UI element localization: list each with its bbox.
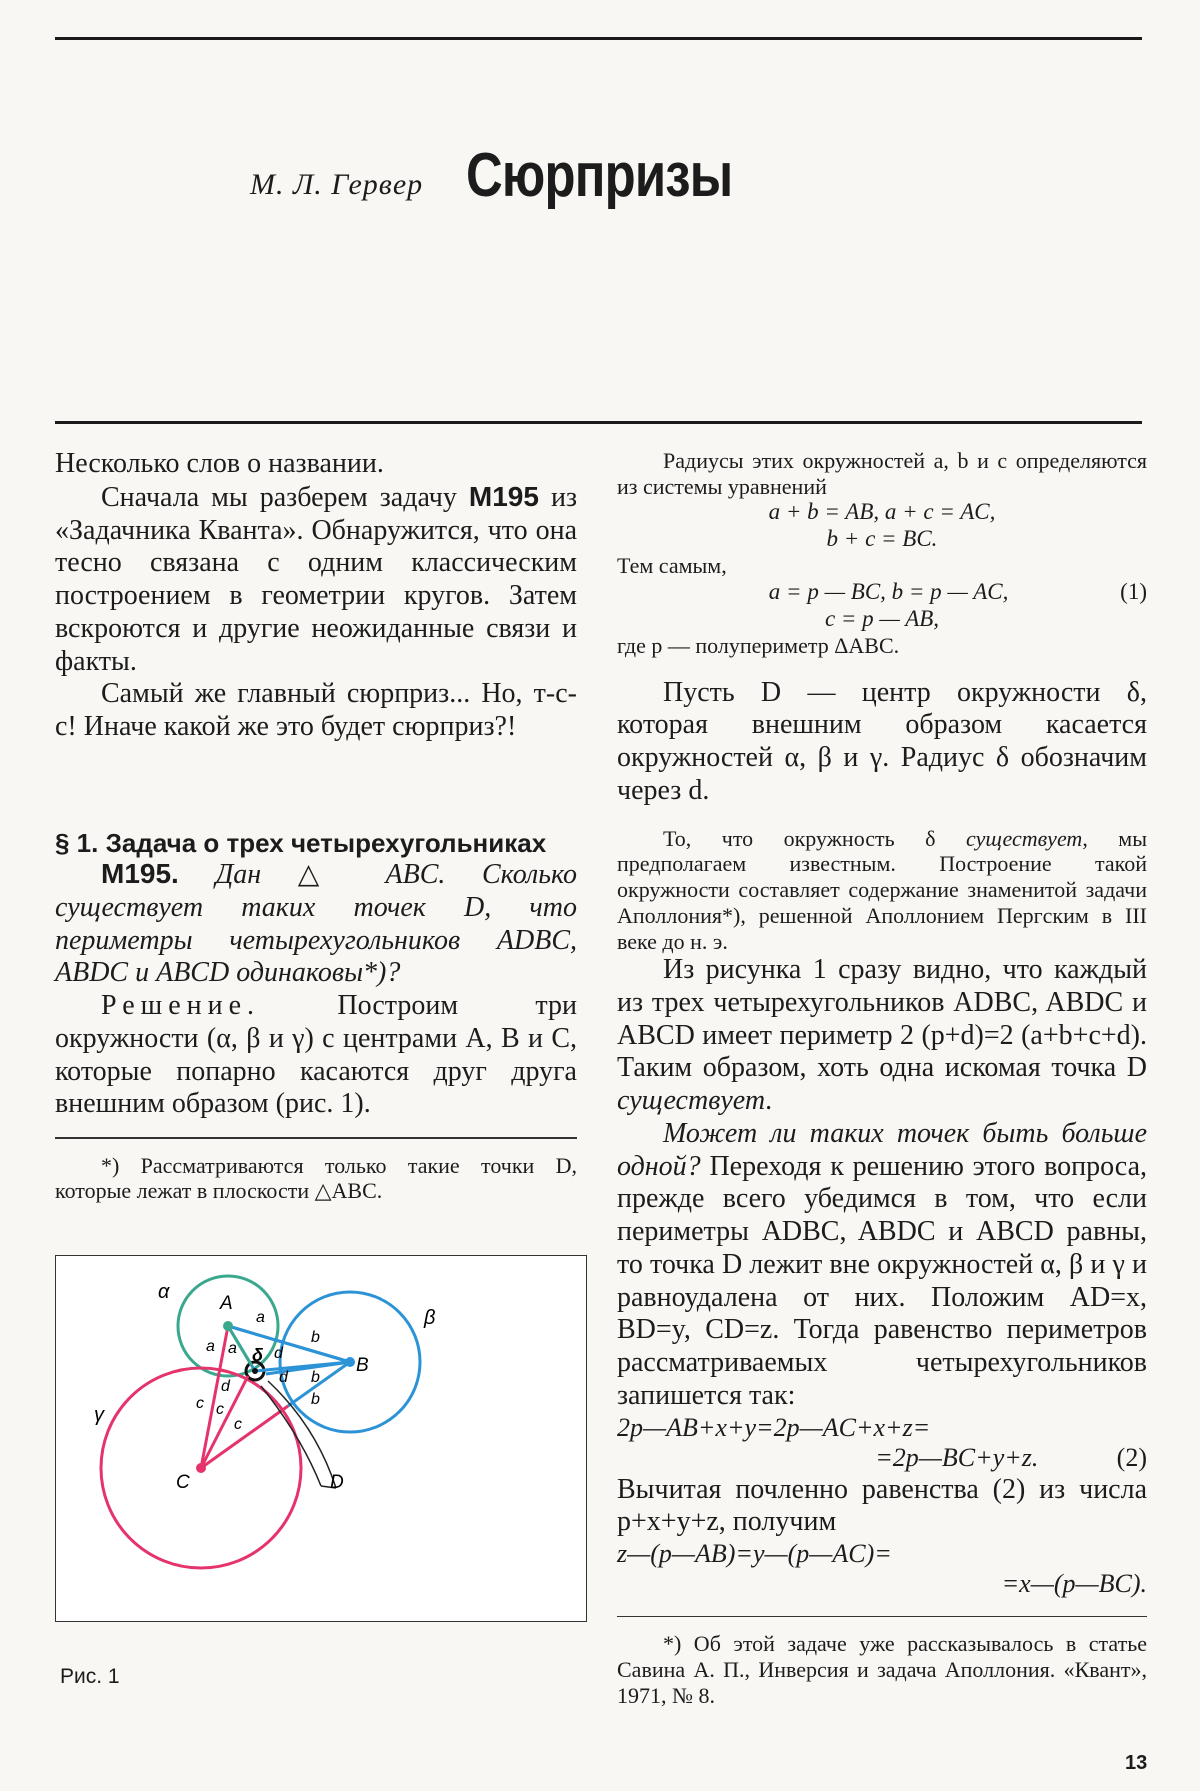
where-text: где p — полупериметр ΔABC.	[617, 632, 900, 658]
right-column	[617, 448, 1147, 1709]
author-name: М. Л. Гервер	[250, 168, 424, 201]
apollonius-note	[617, 826, 1147, 955]
equation-6-row	[617, 1443, 1147, 1473]
side-cb	[201, 1406, 288, 1468]
label-A: A	[220, 1293, 233, 1314]
seg-label-c2: c	[216, 1401, 224, 1418]
seg-label-b2: b	[311, 1369, 320, 1386]
equation-1: a + b = AB, a + c = AC,	[768, 499, 996, 525]
equation-2: b + c = BC.	[826, 526, 938, 552]
seg-label-d2: d	[279, 1369, 288, 1386]
para-text: Из рисунка 1 сразу видно, что каждый из трех четырехугольников ADBC, ABDC и ABCD имеет периметр 2 (p+d)=2 (a+b+c+d). Таким образом, хоть одна искомая точка D	[617, 954, 1147, 1084]
question-answer: Переходя к решению этого вопроса, прежде всего убедимся в том, что если периметры ADBC, ABDC и ABCD равны, то точка D лежит вне окружностей α, β и γ и равноудалена от них. Положим AD=x, BD=y, CD=z. Тогда равенство периметров рассматриваемых четырехугольников запишется так:	[617, 1150, 1147, 1411]
solution-paragraph	[55, 990, 577, 1121]
problem-ref: М195	[468, 480, 539, 512]
section-heading: § 1. Задача о трех четырехугольниках	[55, 827, 547, 858]
figure-drawing	[56, 1256, 586, 1621]
label-D: D	[330, 1472, 344, 1493]
point-b	[345, 1357, 355, 1367]
left-column	[55, 448, 577, 1204]
solution-text: Построим три окружности (α, β и γ) с центрами A, B и C, которые попарно касаются друг друга внешним образом (рис. 1).	[55, 990, 577, 1120]
equation-3: a = p — BC, b = p — AC,	[768, 579, 1009, 605]
seg-label-b3: b	[311, 1391, 320, 1408]
equation-7: z—(p—AB)=y—(p—AC)=	[617, 1539, 892, 1569]
intro-text-cont: из «Задачника Кванта». Обнаружится, что она тесно связана с одним классическим построением в геометрии кругов. Затем вскроются и другие неожиданные связи и факты.	[55, 481, 578, 677]
intro-paragraph-3: Самый же главный сюрприз... Но, т-с-с! Иначе какой же это будет сюрприз?!	[55, 678, 577, 742]
footnote-rule	[55, 1137, 577, 1139]
article-title: Сюрпризы	[466, 141, 733, 210]
seg-label-c3: c	[234, 1416, 242, 1433]
para-end: .	[765, 1085, 773, 1117]
top-rule	[55, 37, 1142, 40]
equation-6: =2p—BC+y+z.	[875, 1443, 1039, 1473]
figure-caption: Рис. 1	[60, 1665, 120, 1688]
thus-text: Тем самым,	[617, 553, 727, 579]
equation-3-row	[617, 579, 1147, 606]
problem-statement	[55, 858, 577, 990]
equation-number-2: (2)	[1116, 1443, 1147, 1473]
intro-paragraph-2	[55, 481, 577, 679]
label-B: B	[356, 1355, 369, 1376]
label-gamma: γ	[94, 1404, 104, 1426]
label-alpha: α	[158, 1281, 170, 1303]
solution-label: Решение.	[101, 990, 261, 1022]
seg-label-c1: c	[196, 1395, 204, 1412]
paragraph-figure	[617, 954, 1147, 1118]
equation-8: =x—(p—BC).	[1001, 1569, 1147, 1599]
para-emphasis: существует	[617, 1085, 766, 1117]
problem-id: М195.	[101, 858, 179, 890]
label-delta: δ	[252, 1345, 263, 1365]
point-d	[252, 1368, 258, 1374]
question-text: Может ли таких точек быть больше одной?	[617, 1117, 1147, 1182]
seg-label-d1: d	[274, 1345, 283, 1362]
footnote-right: *) Об этой задаче уже рассказывалось в статье Савина А. П., Инверсия и задача Аполлония. «Квант», 1971, № 8.	[617, 1631, 1147, 1708]
header-bottom-rule	[55, 421, 1142, 424]
footnote-left: *) Рассматриваются только такие точки D, которые лежат в плоскости △ABC.	[55, 1152, 577, 1204]
footnote-rule-right	[617, 1616, 1147, 1618]
label-C: C	[176, 1472, 190, 1493]
note-text: То, что окружность δ	[663, 825, 966, 851]
seg-label-b1: b	[311, 1329, 320, 1346]
seg-label-a1: a	[256, 1309, 265, 1326]
paragraph-pust: Пусть D — центр окружности δ, которая внешним образом касается окружностей α, β и γ. Радиус δ обозначим через d.	[617, 676, 1147, 806]
seg-label-a2: a	[206, 1338, 215, 1355]
equation-5: 2p—AB+x+y=2p—AC+x+z=	[617, 1412, 931, 1442]
point-a	[223, 1321, 233, 1331]
page-number: 13	[1125, 1752, 1148, 1774]
equation-number-1: (1)	[1120, 579, 1147, 605]
note-emphasis: существует	[965, 825, 1083, 851]
note-text-cont: , мы предполагаем известным. Построение такой окружности составляет содержание знаменитой задачи Аполлония*), решенной Аполлонием Пергским в III веке до н. э.	[617, 825, 1147, 954]
equation-4: c = p — AB,	[824, 605, 940, 631]
intro-text: Сначала мы разберем задачу	[101, 481, 469, 513]
label-beta: β	[424, 1307, 436, 1329]
intro-paragraph-1: Несколько слов о названии.	[55, 448, 384, 479]
point-c	[196, 1463, 206, 1473]
paragraph-subtract: Вычитая почленно равенства (2) из числа p+x+y+z, получим	[617, 1473, 1147, 1538]
problem-text: Дан △ ABC. Сколько существует таких точек D, что периметры четырехугольников ADBC, ABDC и ABCD одинаковы*)?	[55, 859, 577, 989]
figure-1	[55, 1255, 587, 1622]
radii-paragraph: Радиусы этих окружностей a, b и c определяются из системы уравнений	[617, 448, 1147, 499]
paragraph-question	[617, 1118, 1147, 1413]
seg-label-d3: d	[221, 1378, 230, 1395]
seg-label-a3: a	[228, 1340, 237, 1357]
